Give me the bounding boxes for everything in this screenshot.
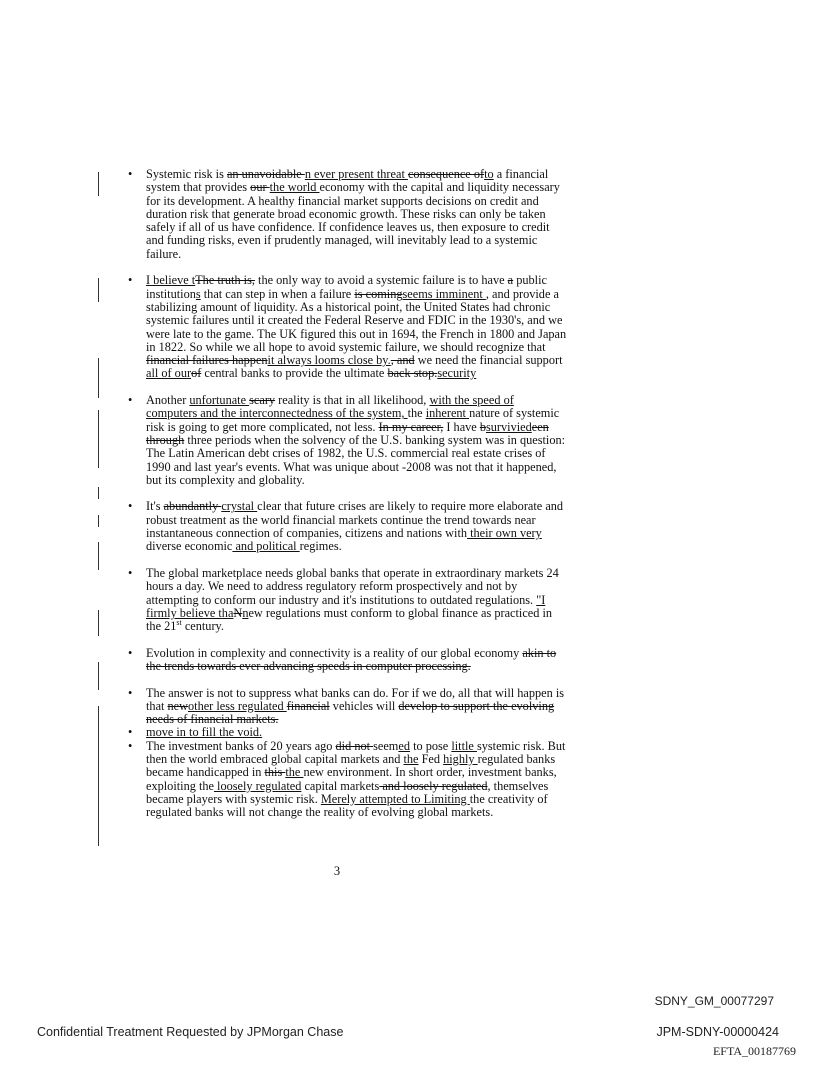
- inserted-text: s: [195, 286, 201, 301]
- text: vehicles will: [329, 698, 399, 713]
- deleted-text: back stop.: [387, 366, 438, 381]
- inserted-text: survivied: [485, 419, 532, 434]
- change-bar: [98, 515, 99, 527]
- inserted-text: unfortunate: [189, 393, 250, 408]
- change-bar: [98, 358, 99, 398]
- text: ew regulations must conform to global finance as practiced in the 21: [146, 605, 553, 634]
- inserted-text: the world: [269, 180, 320, 195]
- inserted-text: with the speed of computers and the interconnectedness of the system,: [146, 393, 514, 421]
- paragraph-public-institutions: [128, 274, 568, 380]
- deleted-text: new: [167, 698, 189, 713]
- deleted-text: did not: [335, 738, 374, 753]
- text: economy with the capital and liquidity necessary for its development. A healthy financial market supports decisions on credit and duration risk that generate broad economic growth. These risks can only be taken safely if all of us have confidence. If confidence leaves us, then exposure to credit and funding risks, even if prudently managed, will inevitably lead to a systemic failure.: [146, 180, 560, 261]
- paragraph-answer: [128, 687, 568, 727]
- inserted-text: crystal: [221, 499, 258, 514]
- deleted-text: of: [191, 366, 202, 381]
- text: Evolution in complexity and connectivity is a reality of our global economy: [146, 645, 523, 660]
- text: , and provide a stabilizing amount of liquidity. As a historical point, the United States had chronic systemic failures until it created the Federal Reserve and FDIC in the 1930's, and we were late to the game. The UK figured this out in 1694, the French in 1800 and Japan in 1822. So while we all hope to avoid systemic failure, we should recognize that: [146, 286, 567, 354]
- inserted-text: little: [451, 738, 477, 753]
- page-number: 3: [333, 864, 341, 878]
- deleted-text: financial failures happen: [146, 353, 268, 368]
- inserted-text: "I firmly believe tha: [146, 592, 546, 620]
- deleted-text: scary: [249, 393, 276, 408]
- inserted-text: their own very: [467, 526, 542, 541]
- paragraph-investment-banks: [128, 740, 568, 820]
- text: the creativity of regulated banks will not change the reality of evolving global markets.: [146, 791, 548, 820]
- deleted-text: b: [479, 419, 486, 434]
- text: central banks to provide the ultimate: [201, 366, 388, 381]
- deleted-text: a: [507, 273, 514, 288]
- deleted-text: , and: [390, 353, 415, 368]
- deleted-text: develop to support the evolving needs of financial markets.: [146, 698, 555, 727]
- paragraph-global-marketplace: [128, 567, 568, 633]
- text: the only way to avoid a systemic failure is to have: [254, 273, 508, 288]
- inserted-text: other less regulated: [188, 698, 287, 713]
- change-bar: [98, 487, 99, 499]
- text: a financial system that provides: [146, 167, 549, 195]
- deleted-text: akin to the trends towards ever advancing speeds in computer processing.: [146, 645, 557, 673]
- deleted-text: is coming: [354, 286, 403, 301]
- inserted-text: Merely attempted to Limiting: [320, 791, 470, 806]
- deleted-text: an unavoidable: [226, 167, 305, 181]
- bates-number-jpm: JPM-SDNY-00000424: [656, 1025, 779, 1039]
- text: The global marketplace needs global banks that operate in extraordinary markets 24 hours a day. We need to address regulatory reform prospectively and not by attempting to conform our industry and it's institutions to outdated regulations.: [146, 565, 559, 607]
- change-bar: [98, 410, 99, 468]
- change-bar: [98, 662, 99, 690]
- text: new environment. In short order, investment banks, exploiting the: [146, 765, 557, 793]
- paragraph-unfortunate-reality: [128, 394, 568, 487]
- inserted-text: and political: [232, 539, 300, 554]
- change-bar: [98, 610, 99, 636]
- text: public institution: [146, 273, 547, 301]
- deleted-text: abundantly: [163, 499, 222, 514]
- text: that can step in when a failure: [200, 286, 355, 301]
- inserted-text: it always looms close by.: [267, 353, 391, 368]
- text: Fed: [418, 752, 444, 767]
- text: we need the financial support: [414, 353, 563, 368]
- text: systemic risk. But then the world embraced global capital markets and: [146, 738, 566, 767]
- deleted-text: The truth is,: [195, 273, 255, 288]
- inserted-text: the: [285, 765, 304, 780]
- inserted-text: security: [437, 366, 477, 381]
- change-bar: [98, 278, 99, 302]
- deleted-text: In my career,: [378, 419, 444, 434]
- text: reality is that in all likelihood,: [275, 393, 430, 408]
- inserted-text: n: [242, 605, 249, 620]
- inserted-text: the: [403, 752, 419, 767]
- inserted-text: highly: [443, 752, 478, 767]
- text: seem: [373, 738, 399, 753]
- deleted-text: our: [250, 180, 270, 195]
- text: century.: [181, 619, 224, 634]
- text: I have: [443, 419, 480, 434]
- inserted-text: all of our: [146, 366, 192, 381]
- change-bar: [98, 706, 99, 846]
- deleted-text: een through: [146, 419, 549, 447]
- text: regimes.: [299, 539, 342, 554]
- text: nature of systemic risk is going to get more complicated, not less.: [146, 406, 560, 434]
- text: clear that future crises are likely to require more elaborate and robust treatment as the world financial markets continue the trend towards near instantaneous connection of companies, citizens and nations with: [146, 499, 564, 541]
- text: the: [407, 406, 426, 421]
- paragraph-fill-void: [128, 726, 568, 739]
- deleted-text: consequence of: [407, 167, 485, 181]
- text: regulated banks became handicapped in: [146, 752, 556, 780]
- text: capital markets: [301, 778, 380, 793]
- text: The answer is not to suppress what banks can do. For if we do, all that will happen is that: [146, 685, 565, 713]
- text: three periods when the solvency of the U.S. banking system was in question: The Latin American debt crises of 1982, the U.S. commercial real estate crises of 1990 and last year's events. What was unique about -2008 was not that it happened, but its complexity and globality.: [146, 432, 566, 487]
- bates-number: SDNY_GM_00077297: [654, 994, 774, 1008]
- deleted-text: N: [233, 605, 243, 620]
- paragraph-future-crises: [128, 500, 568, 553]
- paragraph-evolution: [128, 647, 568, 674]
- efta-number: EFTA_00187769: [712, 1044, 796, 1058]
- inserted-text: loosely regulated: [213, 778, 302, 793]
- text: Systemic risk is: [146, 167, 227, 181]
- inserted-text: move in to fill the void.: [146, 725, 263, 740]
- text: It's: [146, 499, 164, 514]
- text: Another: [146, 393, 190, 408]
- inserted-text: seems imminent: [402, 286, 486, 301]
- text: The investment banks of 20 years ago: [146, 738, 336, 753]
- deleted-text: this: [264, 765, 286, 780]
- superscript: st: [176, 618, 182, 627]
- text: , themselves became players with systemic risk.: [146, 778, 549, 806]
- text: diverse economic: [146, 539, 233, 554]
- inserted-text: to: [484, 167, 494, 181]
- inserted-text: n ever present threat: [304, 167, 408, 181]
- change-bar: [98, 172, 99, 196]
- deleted-text: financial: [286, 698, 330, 713]
- paragraph-systemic-risk: [128, 168, 568, 261]
- deleted-text: and loosely regulated: [379, 778, 488, 793]
- text: to pose: [410, 738, 452, 753]
- bullet-list: [128, 168, 568, 820]
- inserted-text: I believe t: [146, 273, 196, 288]
- inserted-text: ed: [398, 738, 410, 753]
- inserted-text: inherent: [425, 406, 470, 421]
- change-bar: [98, 542, 99, 570]
- confidential-notice: Confidential Treatment Requested by JPMorgan Chase: [37, 1025, 344, 1039]
